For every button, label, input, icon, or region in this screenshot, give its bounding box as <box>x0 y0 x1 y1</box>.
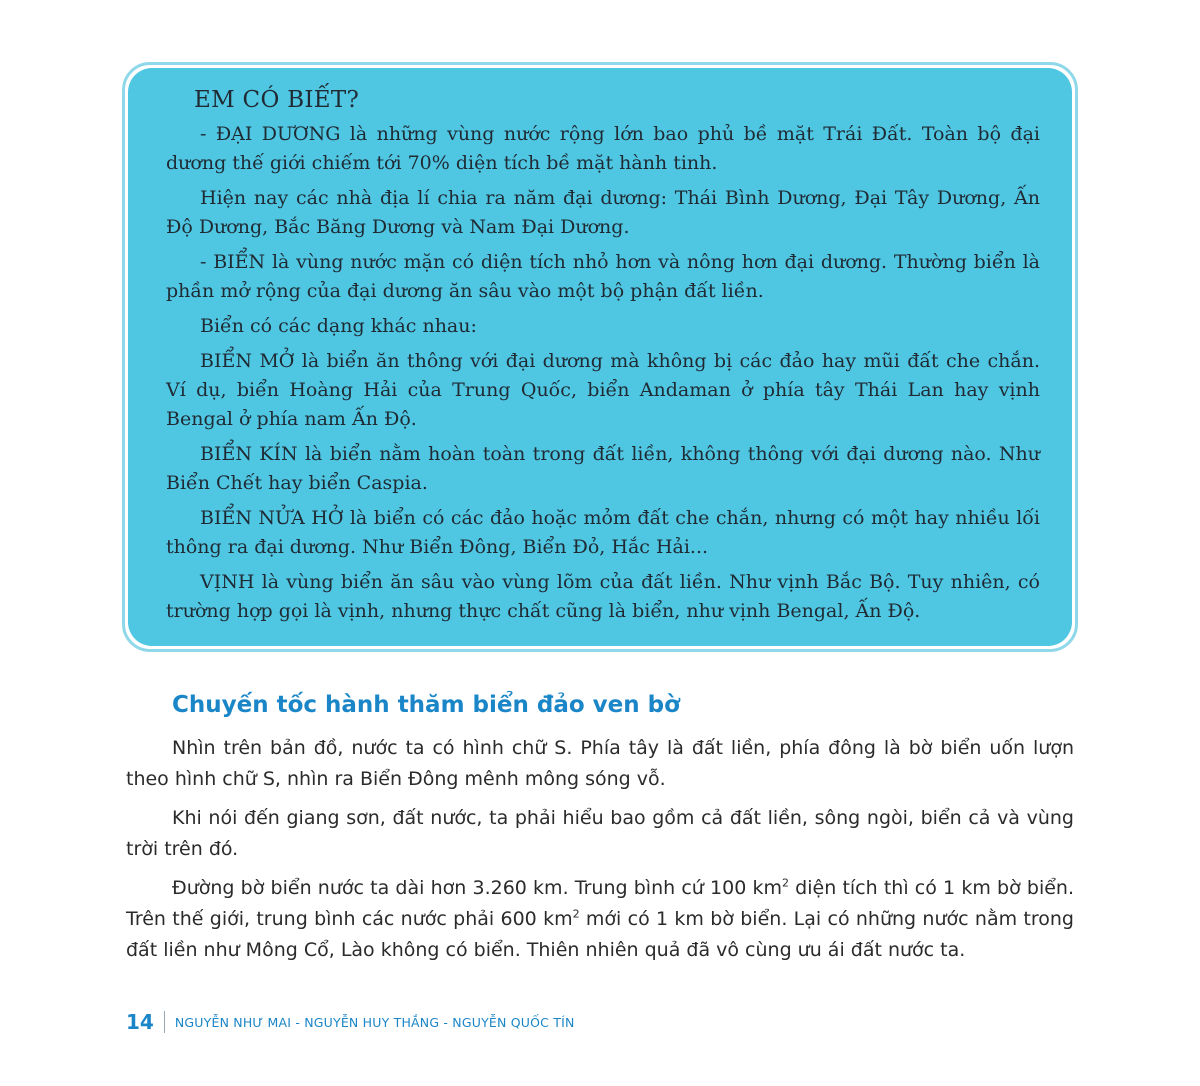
info-box-paragraph: - ĐẠI DƯƠNG là những vùng nước rộng lớn bao phủ bề mặt Trái Đất. Toàn bộ đại dương thế giới chiếm tới 70% diện tích bề mặt hành tinh. <box>166 123 1040 174</box>
body-text-part: Đường bờ biển nước ta dài hơn 3.260 km. Trung bình cứ 100 km <box>172 877 782 899</box>
body-paragraph <box>126 873 1074 966</box>
footer-authors: NGUYỄN NHƯ MAI - NGUYỄN HUY THẮNG - NGUYỄN QUỐC TÍN <box>174 1014 575 1030</box>
info-box <box>128 68 1072 646</box>
body-paragraph: Nhìn trên bản đồ, nước ta có hình chữ S. Phía tây là đất liền, phía đông là bờ biển uốn lượn theo hình chữ S, nhìn ra Biển Đông mênh mông sóng vỗ. <box>126 737 1074 790</box>
info-box-title: EM CÓ BIẾT? <box>194 87 360 113</box>
info-box-paragraph: BIỂN MỞ là biển ăn thông với đại dương mà không bị các đảo hay mũi đất che chắn. Ví dụ, biển Hoàng Hải của Trung Quốc, biển Andaman ở phía tây Thái Lan hay vịnh Bengal ở phía nam Ấn Độ. <box>166 350 1040 430</box>
footer-divider <box>164 1011 165 1033</box>
section-title: Chuyến tốc hành thăm biển đảo ven bờ <box>172 692 680 718</box>
info-box-paragraph: - BIỂN là vùng nước mặn có diện tích nhỏ hơn và nông hơn đại dương. Thường biển là phần mở rộng của đại dương ăn sâu vào một bộ phận đất liền. <box>166 251 1040 302</box>
info-box-paragraph: Hiện nay các nhà địa lí chia ra năm đại dương: Thái Bình Dương, Đại Tây Dương, Ấn Độ Dương, Bắc Băng Dương và Nam Đại Dương. <box>166 187 1040 238</box>
body-text-part: diện tích thì có 1 km bờ biển. Trên thế giới, trung bình các nước phải 600 km <box>126 877 1075 930</box>
page-footer <box>126 1010 575 1034</box>
info-box-paragraph: BIỂN KÍN là biển nằm hoàn toàn trong đất liền, không thông với đại dương nào. Như Biển Chết hay biển Caspia. <box>166 443 1040 494</box>
body-paragraph: Khi nói đến giang sơn, đất nước, ta phải hiểu bao gồm cả đất liền, sông ngòi, biển cả và vùng trời trên đó. <box>126 807 1074 860</box>
superscript: 2 <box>782 876 789 890</box>
body-text-part: mới có 1 km bờ biển. Lại có những nước nằm trong đất liền như Mông Cổ, Lào không có biển. Thiên nhiên quả đã vô cùng ưu ái đất nước ta. <box>126 908 1074 961</box>
info-box-paragraph: VỊNH là vùng biển ăn sâu vào vùng lõm của đất liền. Như vịnh Bắc Bộ. Tuy nhiên, có trường hợp gọi là vịnh, nhưng thực chất cũng là biển, như vịnh Bengal, Ấn Độ. <box>166 571 1040 622</box>
page-number: 14 <box>126 1010 154 1034</box>
info-box-paragraph: BIỂN NỬA HỞ là biển có các đảo hoặc mỏm đất che chắn, nhưng có một hay nhiều lối thông ra đại dương. Như Biển Đông, Biển Đỏ, Hắc Hải... <box>166 507 1040 558</box>
body-text <box>126 733 1074 974</box>
info-box-paragraph: Biển có các dạng khác nhau: <box>200 315 477 337</box>
superscript: 2 <box>572 907 580 921</box>
